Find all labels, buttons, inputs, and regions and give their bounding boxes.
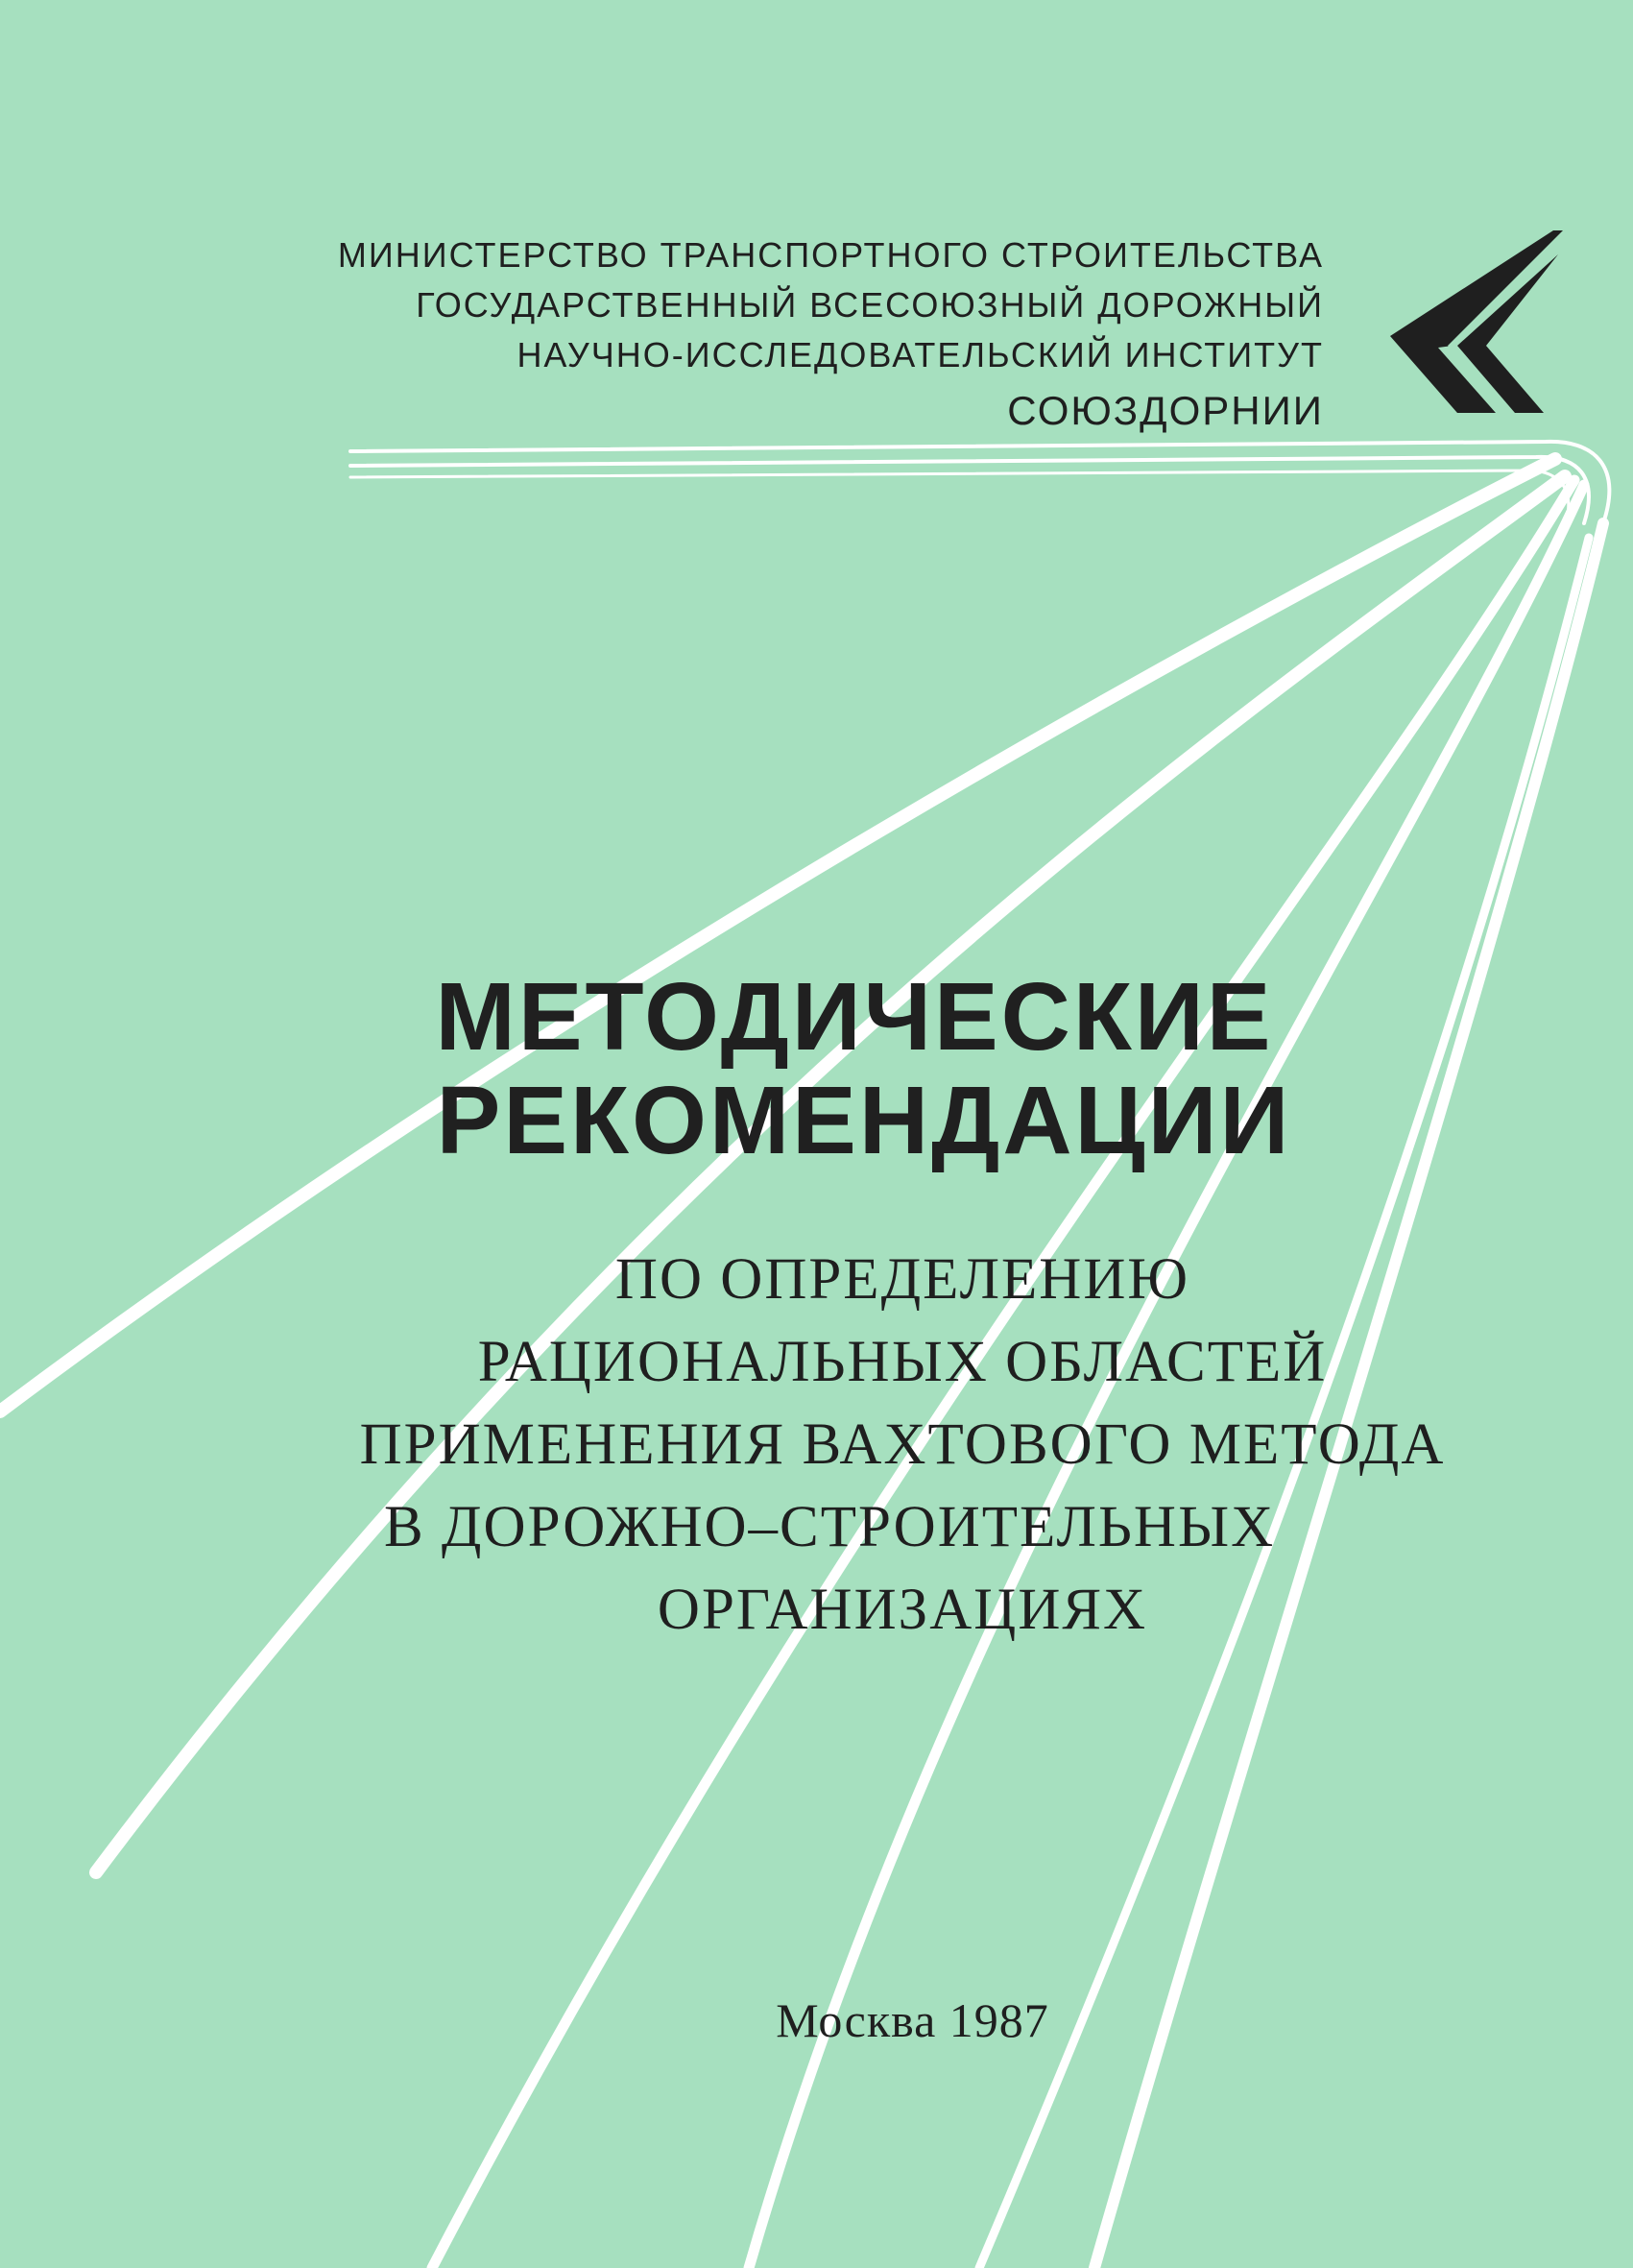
institute-abbreviation: СОЮЗДОРНИИ [1007, 388, 1324, 433]
subtitle-line-5: ОРГАНИЗАЦИЯХ [657, 1578, 1148, 1642]
document-title [0, 965, 1633, 1172]
city-year: Москва 1987 [776, 1993, 1049, 2047]
ministry-name: МИНИСТЕРСТВО ТРАНСПОРТНОГО СТРОИТЕЛЬСТВА [337, 235, 1324, 275]
subtitle-line-2: РАЦИОНАЛЬНЫХ ОБЛАСТЕЙ [477, 1330, 1328, 1394]
road-line-top-2 [350, 457, 1589, 523]
title-line-1: МЕТОДИЧЕСКИЕ [435, 963, 1274, 1071]
soyuzdornii-chevron-logo-icon [1381, 230, 1563, 422]
document-subtitle [278, 1239, 1526, 1652]
imprint [0, 1992, 1633, 2048]
road-line-lane-2 [96, 476, 1565, 1872]
subtitle-line-1: ПО ОПРЕДЕЛЕНИЮ [614, 1247, 1190, 1312]
subtitle-line-4: В ДОРОЖНО–СТРОИТЕЛЬНЫХ [384, 1495, 1276, 1559]
institute-name-line-2: НАУЧНО-ИССЛЕДОВАТЕЛЬСКИЙ ИНСТИТУТ [516, 335, 1324, 374]
publisher-header [338, 230, 1324, 436]
title-line-2: РЕКОМЕНДАЦИИ [436, 1067, 1292, 1174]
subtitle-line-3: ПРИМЕНЕНИЯ ВАХТОВОГО МЕТОДА [359, 1412, 1446, 1477]
institute-name-line-1: ГОСУДАРСТВЕННЫЙ ВСЕСОЮЗНЫЙ ДОРОЖНЫЙ [416, 285, 1324, 325]
road-line-top-3 [350, 470, 1569, 519]
road-line-top-1 [350, 442, 1609, 523]
